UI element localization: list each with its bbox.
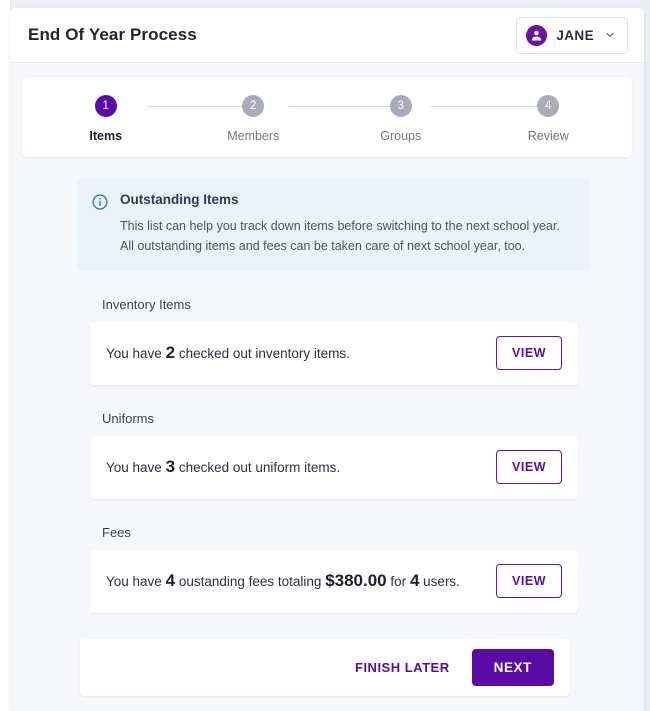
section-title: Fees xyxy=(102,524,131,540)
step-groups[interactable] xyxy=(327,95,475,143)
uniforms-text xyxy=(106,457,340,477)
uniforms-section xyxy=(90,411,578,499)
wizard-actions xyxy=(80,639,570,696)
step-label: Items xyxy=(89,129,123,143)
step-label: Members xyxy=(227,129,280,143)
view-uniforms-button[interactable]: VIEW xyxy=(496,450,562,484)
uniforms-card xyxy=(90,436,578,499)
fees-count: 4 xyxy=(165,571,176,590)
banner-line-1: This list can help you track down items before switching to the next school year. xyxy=(120,219,560,233)
inventory-items-card xyxy=(90,322,578,385)
top-bar xyxy=(10,8,644,63)
view-fees-button[interactable]: VIEW xyxy=(496,564,562,598)
section-title: Inventory Items xyxy=(102,296,191,312)
fees-text xyxy=(106,571,460,591)
info-circle-icon xyxy=(91,193,109,211)
chevron-down-icon xyxy=(603,28,617,42)
app-window xyxy=(10,8,644,711)
outstanding-items-banner xyxy=(77,179,590,271)
main-content xyxy=(10,63,644,696)
step-items[interactable] xyxy=(32,95,180,143)
user-circle-icon xyxy=(526,25,547,46)
section-title: Uniforms xyxy=(102,410,155,426)
text-before: You have xyxy=(106,460,162,475)
fees-users-count: 4 xyxy=(409,571,420,590)
next-button[interactable]: NEXT xyxy=(472,649,554,686)
text-before: You have xyxy=(106,346,162,361)
view-inventory-button[interactable]: VIEW xyxy=(496,336,562,370)
step-number: 3 xyxy=(390,95,412,117)
text-after: checked out inventory items. xyxy=(178,346,350,361)
text-before: You have xyxy=(106,574,162,589)
user-name-label: JANE xyxy=(556,27,594,43)
user-menu-button[interactable] xyxy=(516,17,628,54)
uniforms-count: 3 xyxy=(165,457,176,476)
step-label: Groups xyxy=(380,129,422,143)
inventory-items-text xyxy=(106,343,350,363)
step-review[interactable] xyxy=(475,95,623,143)
finish-later-button[interactable]: FINISH LATER xyxy=(349,652,456,683)
banner-title: Outstanding Items xyxy=(120,192,239,207)
fees-card xyxy=(90,550,578,613)
fees-amount: $380.00 xyxy=(325,571,387,590)
progress-stepper xyxy=(22,77,632,157)
text-for: for xyxy=(390,574,407,589)
step-number: 4 xyxy=(537,95,559,117)
text-after: checked out uniform items. xyxy=(178,460,341,475)
text-after: users. xyxy=(423,574,460,589)
step-members[interactable] xyxy=(180,95,328,143)
page-title: End Of Year Process xyxy=(28,25,197,44)
text-mid: oustanding fees totaling xyxy=(178,574,322,589)
step-number: 2 xyxy=(242,95,264,117)
fees-section xyxy=(90,525,578,613)
inventory-count: 2 xyxy=(165,343,176,362)
step-number: 1 xyxy=(95,95,117,117)
step-label: Review xyxy=(527,129,569,143)
banner-line-2: All outstanding items and fees can be taken care of next school year, too. xyxy=(120,239,526,254)
inventory-items-section xyxy=(90,297,578,385)
